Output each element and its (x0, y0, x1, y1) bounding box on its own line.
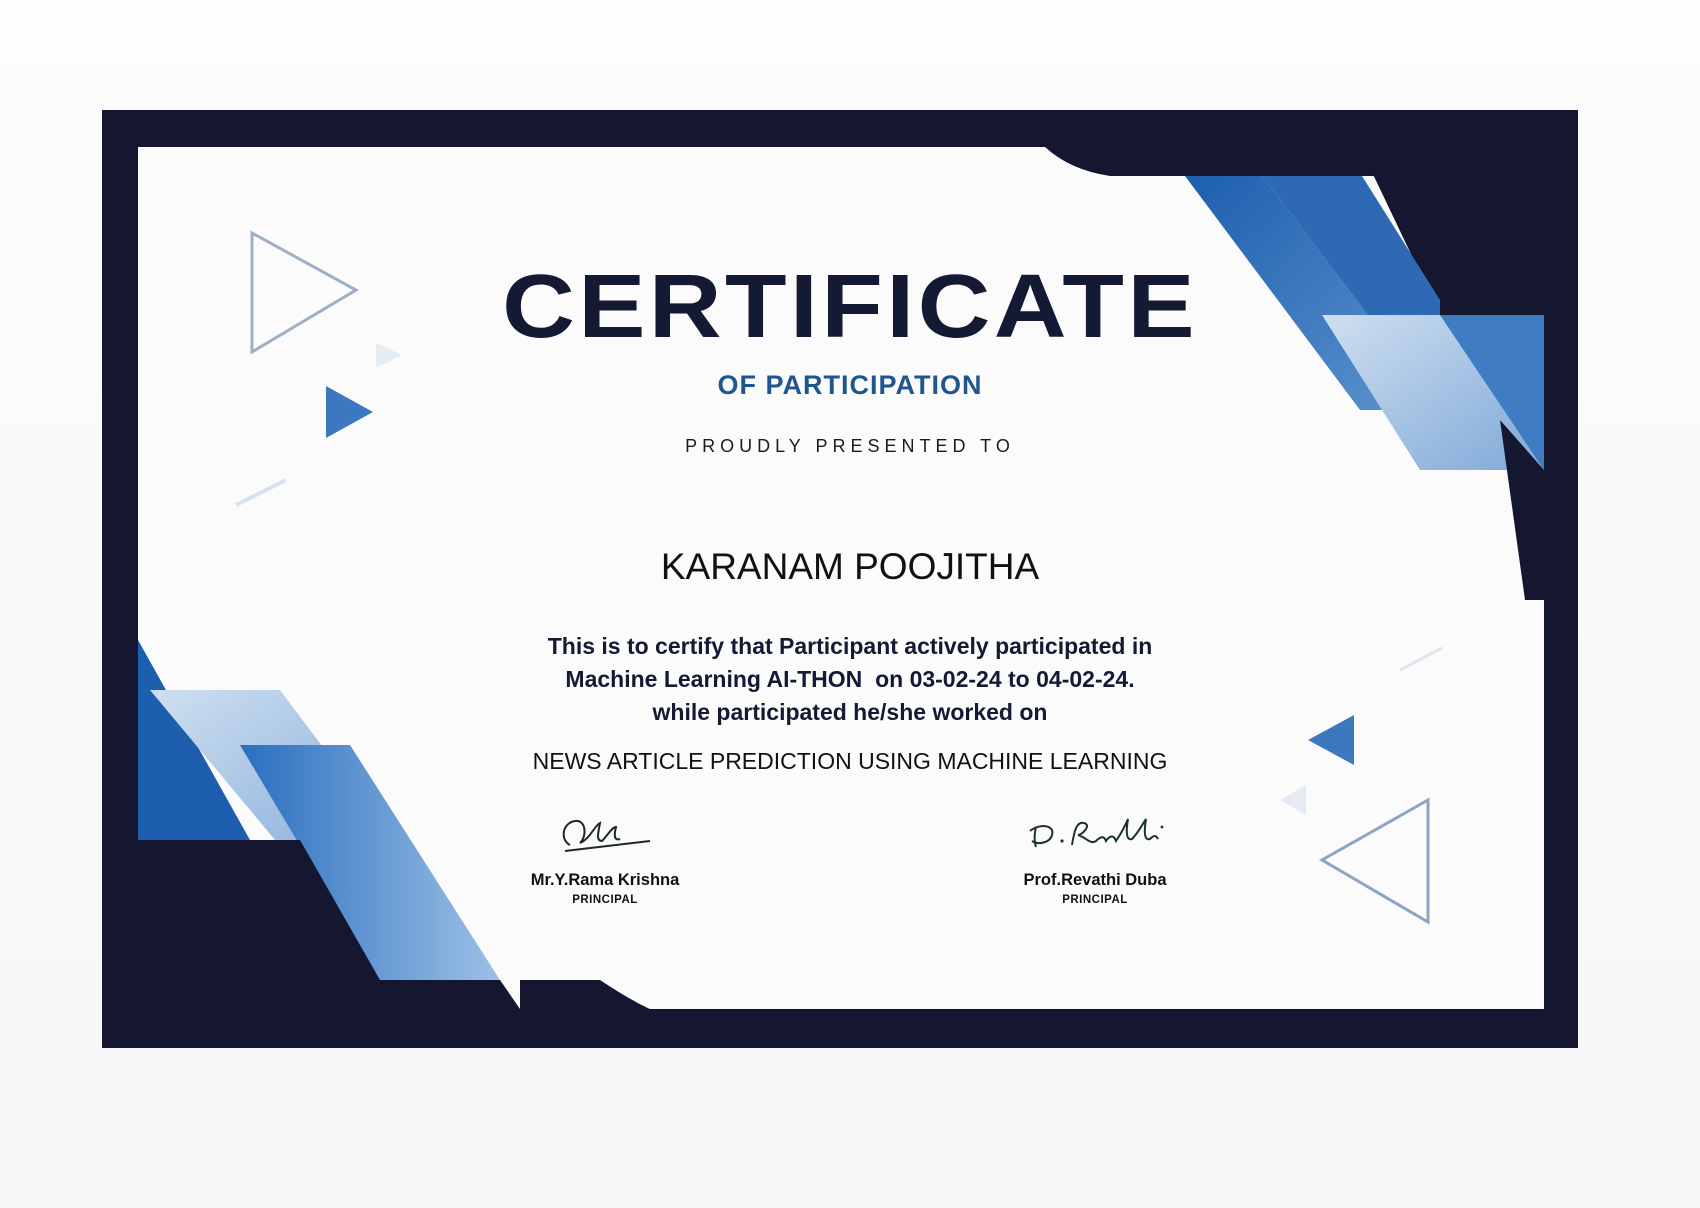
signature-revathi-duba (1010, 805, 1180, 865)
project-title: NEWS ARTICLE PREDICTION USING MACHINE LEARNING (532, 748, 1168, 774)
signatory-role-right: PRINCIPAL (1062, 894, 1128, 907)
signatory-name-right: Prof.Revathi Duba (1023, 871, 1167, 889)
signature-block-left (455, 805, 755, 906)
certificate-body (0, 630, 1700, 729)
body-line-1: This is to certify that Participant actively participated in (547, 633, 1153, 659)
body-line-2: Machine Learning AI-THON on 03-02-24 to 04-02-24. (565, 666, 1135, 692)
signature-block-right (945, 805, 1245, 906)
signatory-name-left: Mr.Y.Rama Krishna (530, 871, 680, 889)
presented-to-label: PROUDLY PRESENTED TO (685, 436, 1015, 456)
body-line-3: while participated he/she worked on (652, 699, 1048, 725)
recipient-name: KARANAM POOJITHA (660, 546, 1040, 587)
certificate-subtitle: OF PARTICIPATION (717, 370, 983, 400)
certificate-title: CERTIFICATE (502, 257, 1198, 357)
signature-rama-krishna (550, 805, 660, 865)
signatory-role-left: PRINCIPAL (572, 894, 638, 907)
